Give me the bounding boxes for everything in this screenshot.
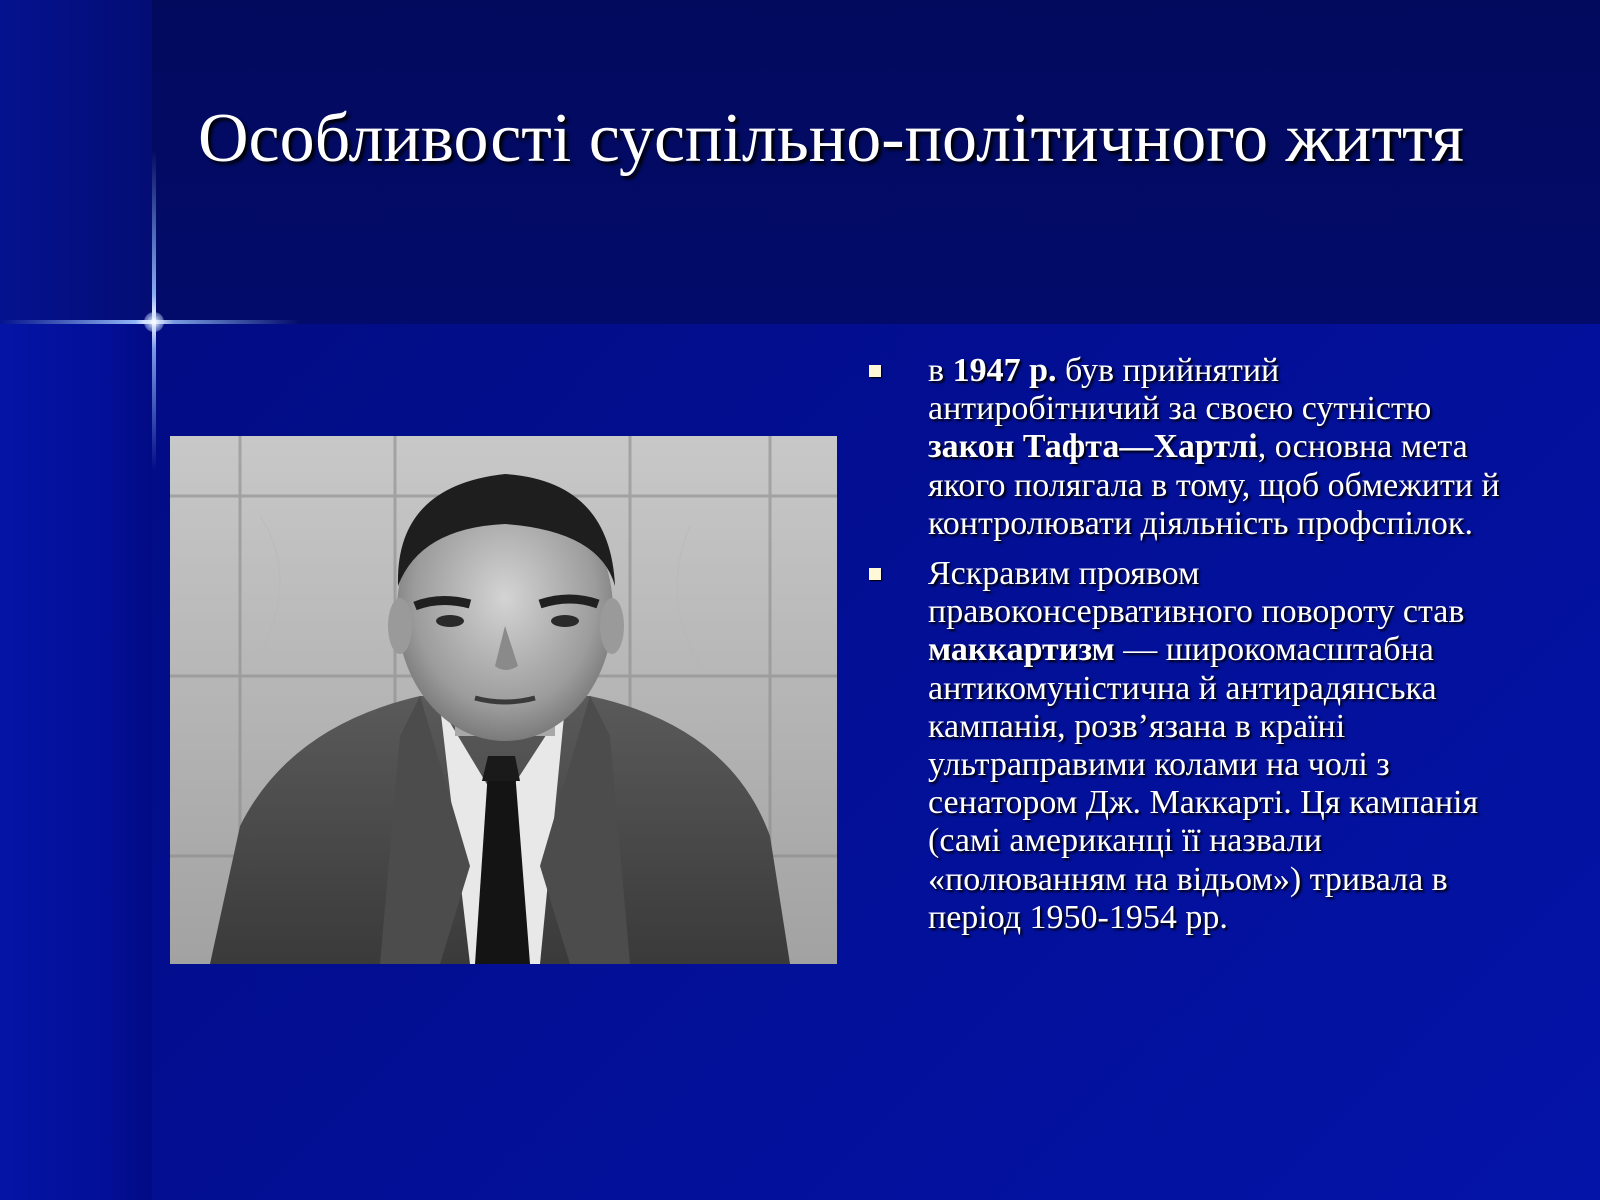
- bullet-1-law-name: закон Тафта—Хартлі: [928, 428, 1258, 466]
- portrait-photo-icon: [170, 436, 837, 964]
- header-band-left: [0, 0, 152, 324]
- bullet-2-term: маккартизм: [928, 631, 1115, 669]
- bullet-square-icon: [869, 568, 881, 580]
- bullet-1-text-b: був прийнятий антиробітничий за своєю сутністю: [928, 352, 1432, 428]
- bullet-1-text-c: , основна мета якого полягала в тому, щоб обмежити й контролювати діяльність профспілок.: [928, 428, 1500, 542]
- light-flare-core: [144, 312, 164, 332]
- slide-title: Особливості суспільно-політичного життя: [198, 100, 1464, 177]
- bullet-1-text-a: в: [928, 352, 953, 389]
- bullet-item-1: [862, 352, 1502, 543]
- bullet-2-text-a: Яскравим проявом правоконсервативного повороту став: [928, 555, 1465, 631]
- bullet-square-icon: [869, 365, 881, 377]
- bullet-1-year: 1947 р.: [952, 352, 1057, 389]
- portrait-photo: [170, 436, 837, 964]
- bullet-2-text-b: — широкомасштабна антикомуністична й антирадянська кампанія, розв’язана в країні ультраправими колами на чолі з сенатором Дж. Маккарті. Ця кампанія (самі американці її назвали «полюванням на відьом») тривала в період 1950-1954 рр.: [928, 631, 1479, 936]
- bullet-list: [862, 352, 1502, 949]
- bullet-item-2: [862, 555, 1502, 937]
- light-flare-vertical: [152, 150, 156, 470]
